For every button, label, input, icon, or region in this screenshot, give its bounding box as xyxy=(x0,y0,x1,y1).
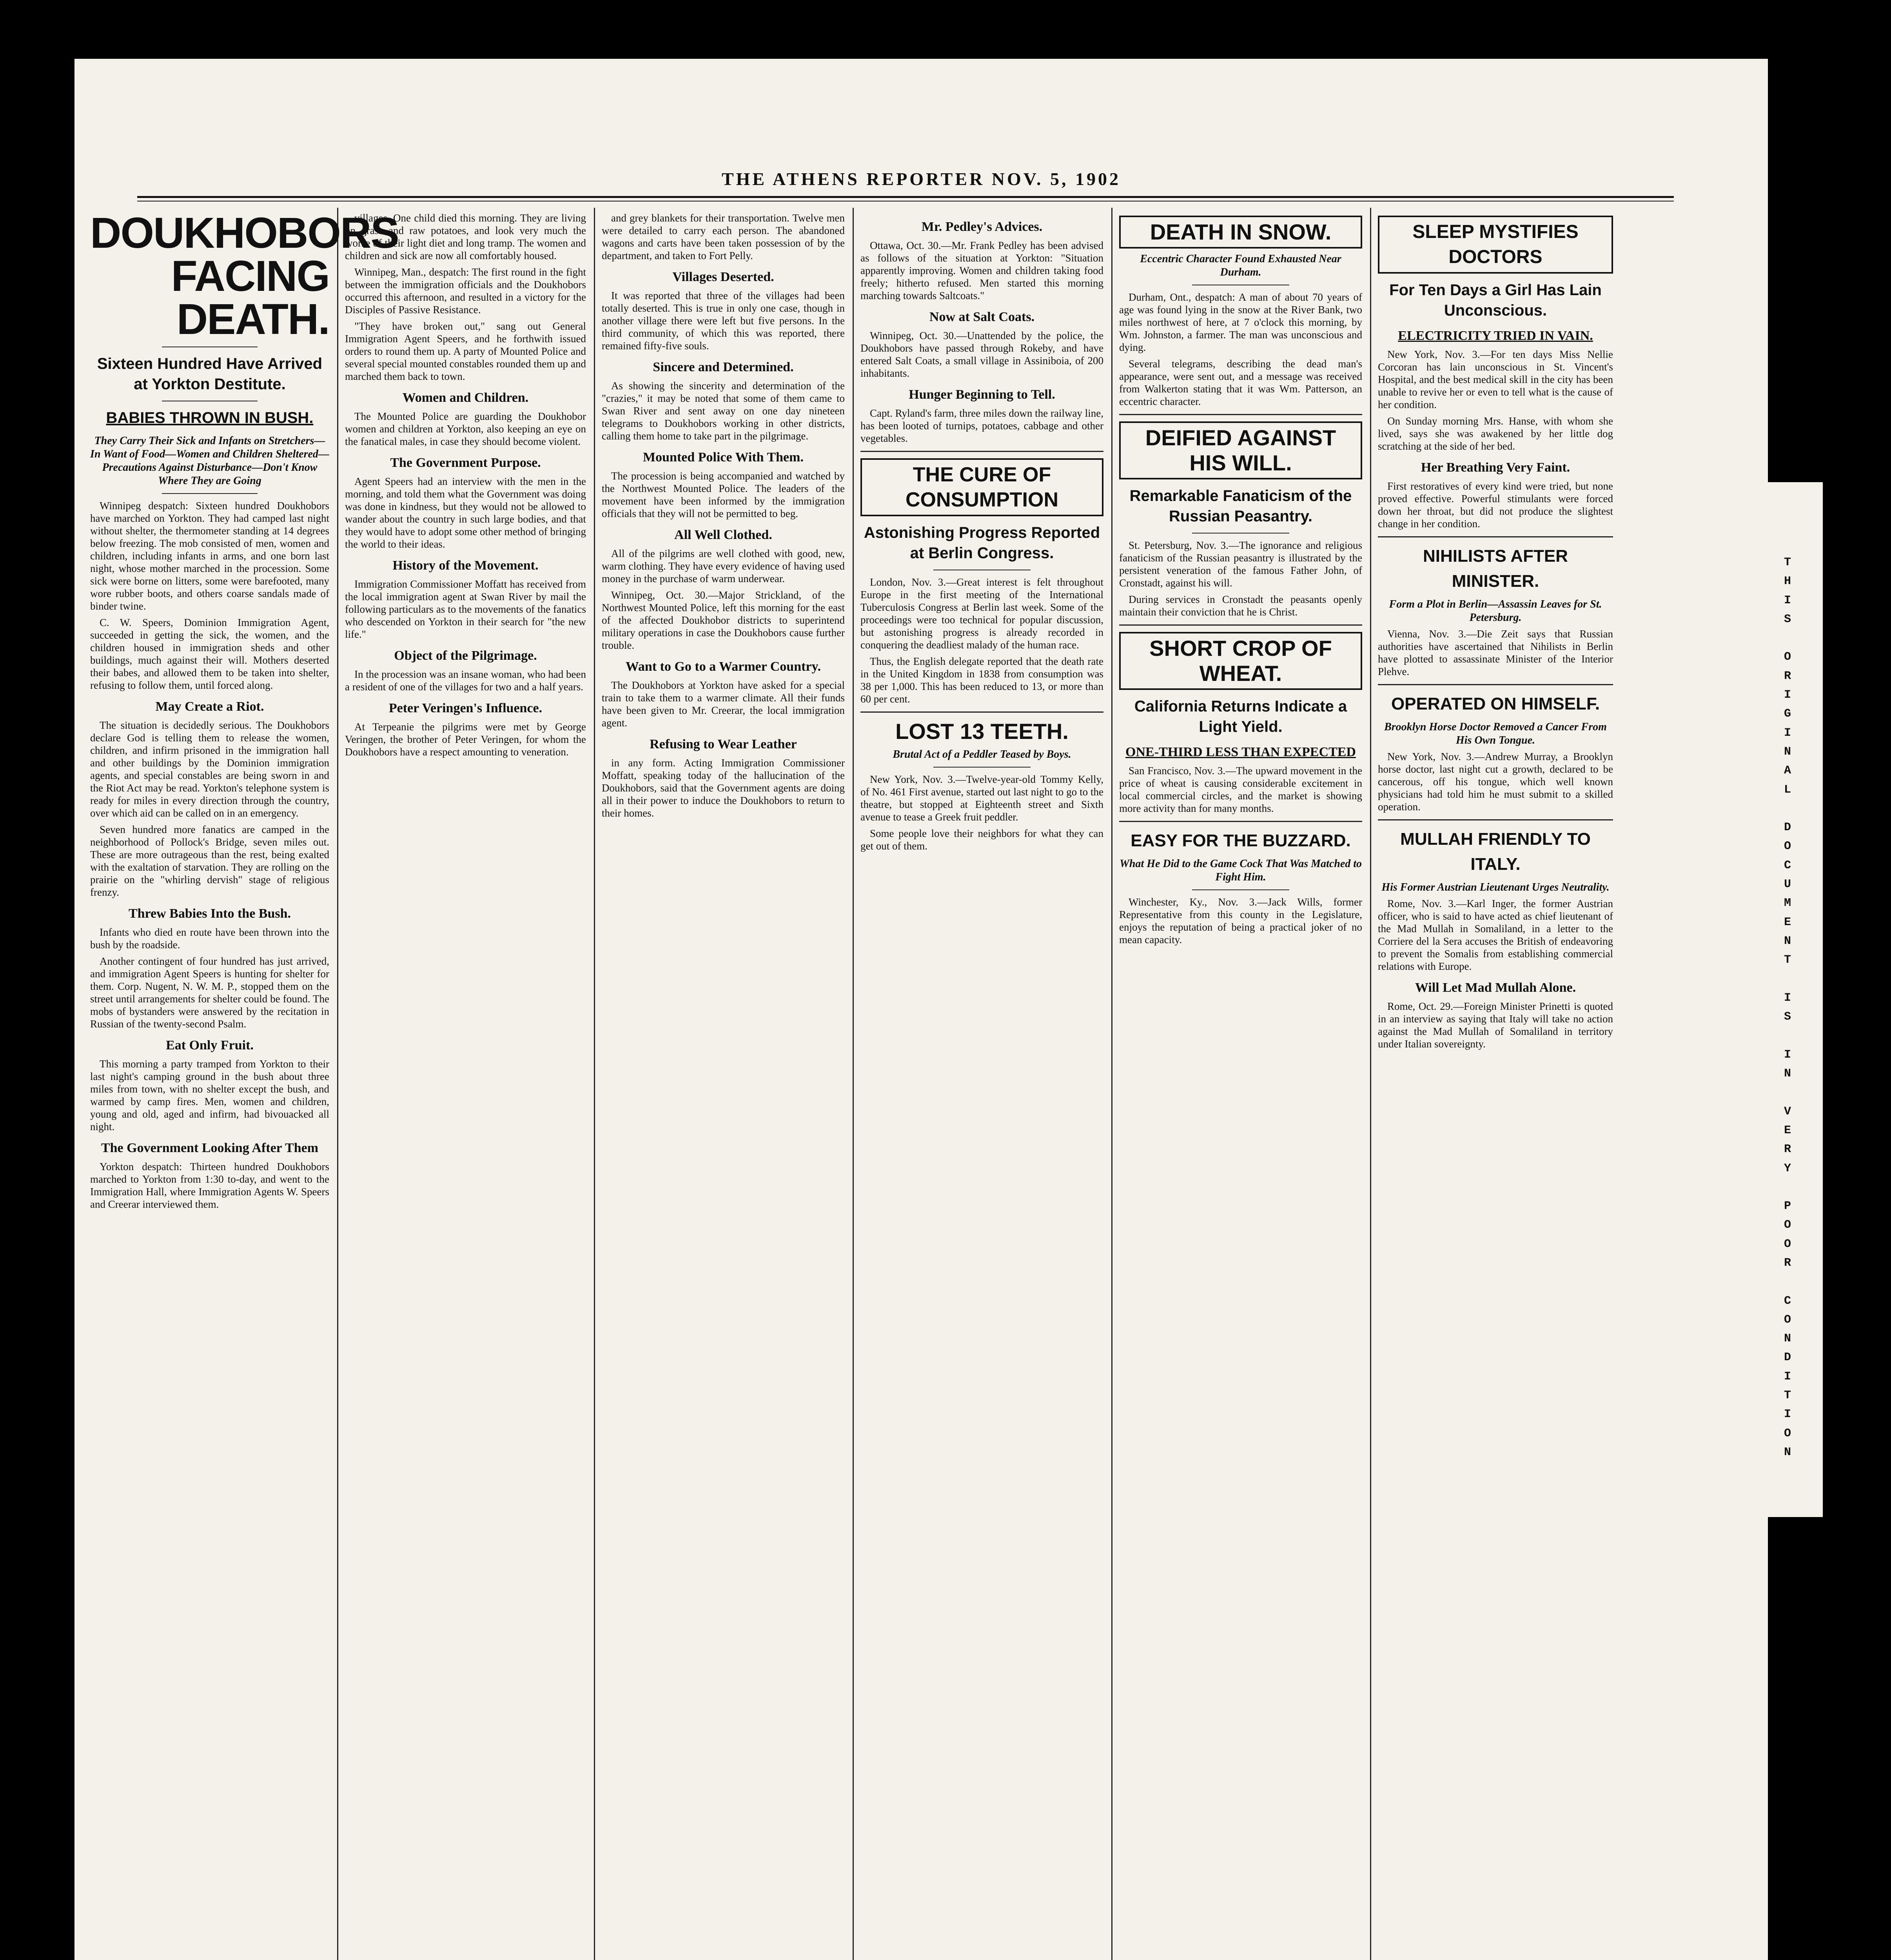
section-heading: Mounted Police With Them. xyxy=(643,450,804,465)
article-paragraph: London, Nov. 3.—Great interest is felt throughout Europe in the first meeting of the International Tuberculosis Congress at Berlin last week. Some of the proceedings were too technical for popular discussion, but astonishing progress is already recorded in conquering the deadliest malady of the human race. xyxy=(860,576,1103,651)
column-rule xyxy=(1111,208,1112,1960)
condition-note-letter: O xyxy=(1784,650,1791,664)
divider xyxy=(860,711,1103,713)
condition-note-letter: T xyxy=(1784,556,1791,569)
article-paragraph: Seven hundred more fanatics are camped in the neighborhood of Pollock's Bridge, seven miles out. These are more outrageous than the rest, being exalted with the exaltation of starvation. They are rolling on the prairie on the "whirling dervish" stage of religious frenzy. xyxy=(90,824,329,898)
condition-note-letter: A xyxy=(1784,764,1791,778)
section-heading: The Government Looking After Them xyxy=(101,1141,319,1155)
column-4 xyxy=(860,212,1103,1960)
article-paragraph: in any form. Acting Immigration Commissioner Moffatt, speaking today of the hallucination of the Doukhobors, said that the Government agents are doing all in their power to induce the Doukhobors to return to their homes. xyxy=(602,757,845,819)
article-paragraph: Rome, Oct. 29.—Foreign Minister Prinetti is quoted in an interview as saying that Italy will take no action against the Mad Mullah of Somaliland in territory under Italian sovereignty. xyxy=(1378,1000,1613,1050)
article-paragraph: Winnipeg, Oct. 30.—Major Strickland, of the Northwest Mounted Police, left this morning for the east of the affected Doukhobor districts to superintend military operations in case the Doukhobors cause further trouble. xyxy=(602,589,845,651)
article-paragraph: Agent Speers had an interview with the men in the morning, and told them what the Government was doing was done in kindness, but they would not be allowed to wander about the country in such large bodies, and that they would have to adopt some other method of bringing the world to their ideas. xyxy=(345,475,586,550)
condition-note-letter: D xyxy=(1784,821,1791,835)
section-heading: Villages Deserted. xyxy=(672,270,774,284)
article-paragraph: villages. One child died this morning. They are living on grass and raw potatoes, and look very much the worse of their light diet and long tramp. The women and children and sick are now all comfortably housed. xyxy=(345,212,586,261)
deck: Brooklyn Horse Doctor Removed a Cancer From His Own Tongue. xyxy=(1384,721,1607,746)
condition-note-letter: O xyxy=(1784,1237,1791,1251)
column-1 xyxy=(90,209,399,1960)
newspaper-page xyxy=(74,59,1768,1960)
article-paragraph: Winnipeg, Man., despatch: The first round in the fight between the immigration officials and the Doukhobors occurred this afternoon, and resulted in a victory for the Disciples of Passive Resistance. xyxy=(345,266,586,316)
article-paragraph: Rome, Nov. 3.—Karl Inger, the former Austrian officer, who is said to have acted as chief lieutenant of the Mad Mullah in Somaliland, in a letter to the Corriere del la Sera accuses the British of endeavoring to prevent the Somalis from establishing commercial relations with Europe. xyxy=(1378,898,1613,972)
condition-note-letter: N xyxy=(1784,1445,1791,1459)
condition-note-letter xyxy=(1784,632,1791,644)
section-heading: All Well Clothed. xyxy=(674,528,772,542)
condition-note-letter: S xyxy=(1784,1010,1791,1024)
section-heading: Hunger Beginning to Tell. xyxy=(909,387,1055,402)
article-paragraph: "They have broken out," sang out General Immigration Agent Speers, and he forthwith issued orders to round them up. A party of Mounted Police and several special mounted constables rounded them up and marched them back to town. xyxy=(345,320,586,382)
section-heading: Now at Salt Coats. xyxy=(929,310,1035,324)
condition-note-letter: I xyxy=(1784,1408,1791,1421)
column-5 xyxy=(1119,212,1362,1960)
article-paragraph: This morning a party tramped from Yorkton to their last night's camping ground in the bush about three miles from town, with no shelter except the bush, and warmed by camp fires. Men, women and children, young and old, aged and infirm, had bivouacked all night. xyxy=(90,1058,329,1132)
deck: Form a Plot in Berlin—Assassin Leaves for St. Petersburg. xyxy=(1389,598,1602,624)
headline-lost-13-teeth: LOST 13 TEETH. xyxy=(895,719,1069,744)
condition-note-letter: Y xyxy=(1784,1161,1791,1175)
deck: Brutal Act of a Peddler Teased by Boys. xyxy=(893,748,1071,760)
deck: California Returns Indicate a Light Yield. xyxy=(1134,698,1347,735)
headline-mullah: MULLAH FRIENDLY TO ITALY. xyxy=(1400,829,1591,874)
column-6 xyxy=(1378,212,1613,1960)
article-paragraph: The procession is being accompanied and watched by the Northwest Mounted Police. The leaders of the movement have been informed by the immigration officials that they will not be permitted to beg. xyxy=(602,470,845,519)
article-paragraph: Vienna, Nov. 3.—Die Zeit says that Russian authorities have ascertained that Nihilists in Berlin have plotted to assassinate Minister of the Interior Plehve. xyxy=(1378,628,1613,677)
condition-note-letter: I xyxy=(1784,726,1791,740)
headline-facing-death: FACING DEATH. xyxy=(171,252,329,343)
article-paragraph: Some people love their neighbors for what they can get out of them. xyxy=(860,828,1103,852)
section-heading: Threw Babies Into the Bush. xyxy=(128,906,291,921)
condition-note-letter: C xyxy=(1784,1294,1791,1308)
article-paragraph: Winnipeg, Oct. 30.—Unattended by the police, the Doukhobors have passed through Rokeby, and have entered Salt Coats, a small village in Assiniboia, of 200 inhabitants. xyxy=(860,330,1103,379)
column-3 xyxy=(602,212,845,1960)
divider xyxy=(1192,889,1289,890)
divider xyxy=(1378,684,1613,685)
article-paragraph: On Sunday morning Mrs. Hanse, with whom she lived, says she was awakened by her little dog scratching at the side of her bed. xyxy=(1378,415,1613,452)
section-heading: The Government Purpose. xyxy=(390,456,541,470)
article-paragraph: It was reported that three of the villages had been totally deserted. This is true in only one case, though in another village there were left but five persons. In the third community, of which this was reported, there remained fifty-five souls. xyxy=(602,290,845,352)
condition-note-letter xyxy=(1784,973,1791,985)
section-heading: Will Let Mad Mullah Alone. xyxy=(1415,980,1576,995)
condition-note-letter: S xyxy=(1784,612,1791,626)
headline-deified: DEIFIED AGAINST HIS WILL. xyxy=(1119,421,1362,479)
article-paragraph: First restoratives of every kind were tried, but none proved effective. Powerful stimulants were forced down her throat, but did not produce the slightest change in her condition. xyxy=(1378,480,1613,530)
section-heading: Want to Go to a Warmer Country. xyxy=(625,659,821,674)
article-paragraph: The Mounted Police are guarding the Doukhobor women and children at Yorkton, also keeping an eye on the fanatical males, in case they should become violent. xyxy=(345,410,586,447)
condition-note-letter xyxy=(1784,1276,1791,1288)
article-paragraph: Yorkton despatch: Thirteen hundred Doukhobors marched to Yorkton from 1:30 to-day, and went to the Immigration Hall, where Immigration Agents W. Speers and Creerar interviewed them. xyxy=(90,1161,329,1210)
section-heading: Women and Children. xyxy=(402,390,529,405)
condition-note-letter: R xyxy=(1784,669,1791,683)
divider xyxy=(1378,536,1613,537)
headline-doukhobors: DOUKHOBORS xyxy=(90,209,399,257)
condition-note-letter: N xyxy=(1784,1332,1791,1346)
section-heading: Peter Veringen's Influence. xyxy=(388,701,543,715)
headline-cure-of-consumption: THE CURE OF CONSUMPTION xyxy=(860,458,1103,516)
article-paragraph: Winchester, Ky., Nov. 3.—Jack Wills, former Representative from this county in the Legislature, enjoys the reputation of being a practical joker of no mean capacity. xyxy=(1119,896,1362,946)
condition-note-letter: T xyxy=(1784,1389,1791,1403)
condition-note-letter: N xyxy=(1784,934,1791,948)
article-paragraph: and grey blankets for their transportation. Twelve men were detailed to carry each person. The abandoned wagons and carts have been taken possession of by the department, and taken to Fort Pelly. xyxy=(602,212,845,261)
column-rule xyxy=(337,208,338,1960)
deck: His Former Austrian Lieutenant Urges Neutrality. xyxy=(1381,881,1610,893)
condition-note-letter: I xyxy=(1784,593,1791,607)
divider xyxy=(933,767,1031,768)
deck: Astonishing Progress Reported at Berlin Congress. xyxy=(864,524,1100,562)
condition-note-letter: N xyxy=(1784,1067,1791,1081)
article-paragraph: The Doukhobors at Yorkton have asked for a special train to take them to a warmer climate. All their funds have been given to Mr. Creerar, the local immigration agent. xyxy=(602,679,845,729)
article-paragraph: New York, Nov. 3.—Andrew Murray, a Brooklyn horse doctor, last night cut a growth, declared to be cancerous, off his tongue, which well known physicians had told him he must submit to a skilled operation. xyxy=(1378,751,1613,813)
condition-note-letter: I xyxy=(1784,1370,1791,1383)
article-paragraph: Several telegrams, describing the dead man's appearance, were sent out, and a message was received from Walkerton stating that it was Wm. Patterson, an eccentric character. xyxy=(1119,358,1362,407)
condition-note-letter xyxy=(1784,1030,1791,1042)
article-paragraph: Thus, the English delegate reported that the death rate in the United Kingdom in 1838 from consumption was 38 per 1,000. This has been reduced to 13, or more than 60 per cent. xyxy=(860,655,1103,705)
deck: Eccentric Character Found Exhausted Near Durham. xyxy=(1140,253,1341,278)
condition-note-letter: D xyxy=(1784,1351,1791,1365)
section-heading: Refusing to Wear Leather xyxy=(650,737,797,751)
article-paragraph: During services in Cronstadt the peasants openly maintain their conviction that he is Christ. xyxy=(1119,593,1362,618)
deck: For Ten Days a Girl Has Lain Unconscious. xyxy=(1389,281,1602,319)
divider xyxy=(1119,414,1362,415)
article-paragraph: As showing the sincerity and determination of the "crazies," it may be noted that some of them came to Swan River and sent away on one day nineteen telegrams to Doukhobors working in other districts, calling them home to take part in the pilgrimage. xyxy=(602,380,845,442)
masthead-rule xyxy=(137,196,1674,198)
article-paragraph: St. Petersburg, Nov. 3.—The ignorance and religious fanaticism of the Russian peasantry is illustrated by the persistent veneration of the famous Father John, of Cronstadt, against his will. xyxy=(1119,539,1362,589)
condition-note-letter: O xyxy=(1784,840,1791,853)
condition-note-letter: R xyxy=(1784,1256,1791,1270)
masthead: THE ATHENS REPORTER NOV. 5, 1902 xyxy=(721,169,1121,189)
article-paragraph: Winnipeg despatch: Sixteen hundred Doukhobors have marched on Yorkton. They had camped last night without shelter, the thermometer standing at 14 degrees below freezing. The mob consisted of men, women and children, including infants in arms, and one born last night, whose mother marched in the procession. Some sick were borne on litters, some were barefooted, many wore rubber boots, and others coarse sandals made of binder twine. xyxy=(90,500,329,612)
column-2 xyxy=(345,212,586,1960)
headline-sleep-mystifies: SLEEP MYSTIFIES DOCTORS xyxy=(1378,216,1613,274)
section-heading: Her Breathing Very Faint. xyxy=(1421,460,1570,475)
article-paragraph: At Terpeanie the pilgrims were met by George Veringen, the brother of Peter Veringen, for whom the Doukhobors have a respect amounting to veneration. xyxy=(345,721,586,758)
article-paragraph: San Francisco, Nov. 3.—The upward movement in the price of wheat is causing considerable excitement in local commercial circles, and the market is showing more activity than for many months. xyxy=(1119,765,1362,814)
condition-note-letter: I xyxy=(1784,688,1791,702)
section-heading: History of the Movement. xyxy=(392,558,539,573)
article-paragraph: C. W. Speers, Dominion Immigration Agent, succeeded in getting the sick, the women, and the children housed in immigration sheds and other buildings, much against their will. Mothers deserted their babes, and allowed them to be taken into shelter, refusing to follow them, until forced along. xyxy=(90,617,329,691)
article-paragraph: Ottawa, Oct. 30.—Mr. Frank Pedley has been advised as follows of the situation at Yorkton: "Situation apparently improving. Women and children taking food freely; hitherto refused. Men started this morning marching towards Saltcoats." xyxy=(860,240,1103,301)
deck: What He Did to the Game Cock That Was Matched to Fight Him. xyxy=(1119,858,1362,883)
condition-note-letter: E xyxy=(1784,915,1791,929)
subhead: ELECTRICITY TRIED IN VAIN. xyxy=(1398,328,1593,343)
subhead: Sixteen Hundred Have Arrived at Yorkton Destitute. xyxy=(97,355,323,393)
article-paragraph: New York, Nov. 3.—Twelve-year-old Tommy Kelly, of No. 461 First avenue, started out last night to go to the theatre, but stopped at Eighteenth street and Sixth avenue to tease a Greek fruit peddler. xyxy=(860,773,1103,823)
condition-note-letter: I xyxy=(1784,991,1791,1005)
article-paragraph: The situation is decidedly serious. The Doukhobors declare God is telling them to release the women, children, and infirm prisoned in the immigration hall and other buildings by the Dominion immigration agents, and special constables are being sworn in and the Riot Act may be read. Yorkton's telephone system is ready for miles in every direction through the country, over which aid can be called on in an emergency. xyxy=(90,719,329,819)
section-heading: May Create a Riot. xyxy=(155,699,264,714)
condition-note-letter: O xyxy=(1784,1426,1791,1440)
divider xyxy=(860,451,1103,452)
article-paragraph: Immigration Commissioner Moffatt has received from the local immigration agent at Swan River by mail the following particulars as to the movements of the fanatics who descended on Yorkton in their search for "the new life." xyxy=(345,578,586,640)
condition-note-letter: V xyxy=(1784,1105,1791,1118)
condition-note-letter: C xyxy=(1784,858,1791,872)
column-rule xyxy=(594,208,595,1960)
deck: Remarkable Fanaticism of the Russian Peasantry. xyxy=(1129,487,1352,525)
condition-note-letter xyxy=(1784,803,1791,815)
headline-operated: OPERATED ON HIMSELF. xyxy=(1391,694,1600,713)
headline-nihilists: NIHILISTS AFTER MINISTER. xyxy=(1423,546,1568,591)
article-paragraph: Another contingent of four hundred has just arrived, and immigration Agent Speers is hunting for shelter for them. Corp. Nugent, N. W. M. P., stopped them on the street until arrangements for shelter could be found. The mobs of bystanders were answered by the recitation in Russian of the twenty-second Psalm. xyxy=(90,955,329,1030)
headline-easy-for-buzzard: EASY FOR THE BUZZARD. xyxy=(1131,831,1351,850)
divider xyxy=(162,493,258,494)
article-paragraph: Capt. Ryland's farm, three miles down the railway line, has been looted of turnips, potatoes, cabbage and other vegetables. xyxy=(860,407,1103,444)
subhead: ONE-THIRD LESS THAN EXPECTED xyxy=(1125,745,1356,759)
divider xyxy=(1119,821,1362,822)
column-rule xyxy=(853,208,854,1960)
condition-note-letter: M xyxy=(1784,897,1791,910)
condition-note-letter xyxy=(1784,1087,1791,1098)
article-paragraph: Infants who died en route have been thrown into the bush by the roadside. xyxy=(90,926,329,951)
condition-note-letter: N xyxy=(1784,745,1791,759)
subhead-babies: BABIES THROWN IN BUSH. xyxy=(106,409,314,426)
article-paragraph: In the procession was an insane woman, who had been a resident of one of the villages for two and a half years. xyxy=(345,668,586,693)
article-paragraph: All of the pilgrims are well clothed with good, new, warm clothing. They have every evidence of having used money in the purchase of warm underwear. xyxy=(602,548,845,584)
article-paragraph: Durham, Ont., despatch: A man of about 70 years of age was found lying in the snow at the River Bank, two miles northwest of here, at 7 o'clock this morning, by Wm. Johnston, a farmer. The man was unconscious and dying. xyxy=(1119,291,1362,353)
section-heading: Sincere and Determined. xyxy=(653,360,794,374)
condition-note-letter: P xyxy=(1784,1200,1791,1213)
article-paragraph: New York, Nov. 3.—For ten days Miss Nellie Corcoran has lain unconscious in St. Vincent's Hospital, and the best medical skill in the city has been unable to revive her or even to tell what is the cause of her condition. xyxy=(1378,348,1613,410)
divider xyxy=(1378,819,1613,820)
section-heading: Eat Only Fruit. xyxy=(166,1038,254,1053)
column-rule xyxy=(1370,208,1371,1960)
condition-note-letter: I xyxy=(1784,1048,1791,1062)
section-heading: Object of the Pilgrimage. xyxy=(394,648,537,663)
condition-note-letter: L xyxy=(1784,783,1791,797)
condition-note-letter: T xyxy=(1784,953,1791,967)
divider xyxy=(1119,624,1362,626)
headline-death-in-snow: DEATH IN SNOW. xyxy=(1119,216,1362,249)
divider xyxy=(1192,533,1289,534)
deck: They Carry Their Sick and Infants on Stretchers—In Want of Food—Women and Children Sheltered—Precautions Against Disturbance—Don't Know Where They are Going xyxy=(90,435,329,487)
condition-note-letter: R xyxy=(1784,1143,1791,1156)
section-heading: Mr. Pedley's Advices. xyxy=(921,220,1043,234)
condition-note-letter xyxy=(1784,1181,1791,1193)
condition-note-letter: G xyxy=(1784,707,1791,721)
condition-note-letter: O xyxy=(1784,1313,1791,1327)
condition-note-letter: E xyxy=(1784,1123,1791,1137)
condition-note-letter: U xyxy=(1784,878,1791,891)
condition-note-letter: O xyxy=(1784,1218,1791,1232)
condition-note-letter: H xyxy=(1784,575,1791,588)
condition-note xyxy=(1772,557,1803,1458)
headline-short-crop: SHORT CROP OF WHEAT. xyxy=(1119,632,1362,690)
